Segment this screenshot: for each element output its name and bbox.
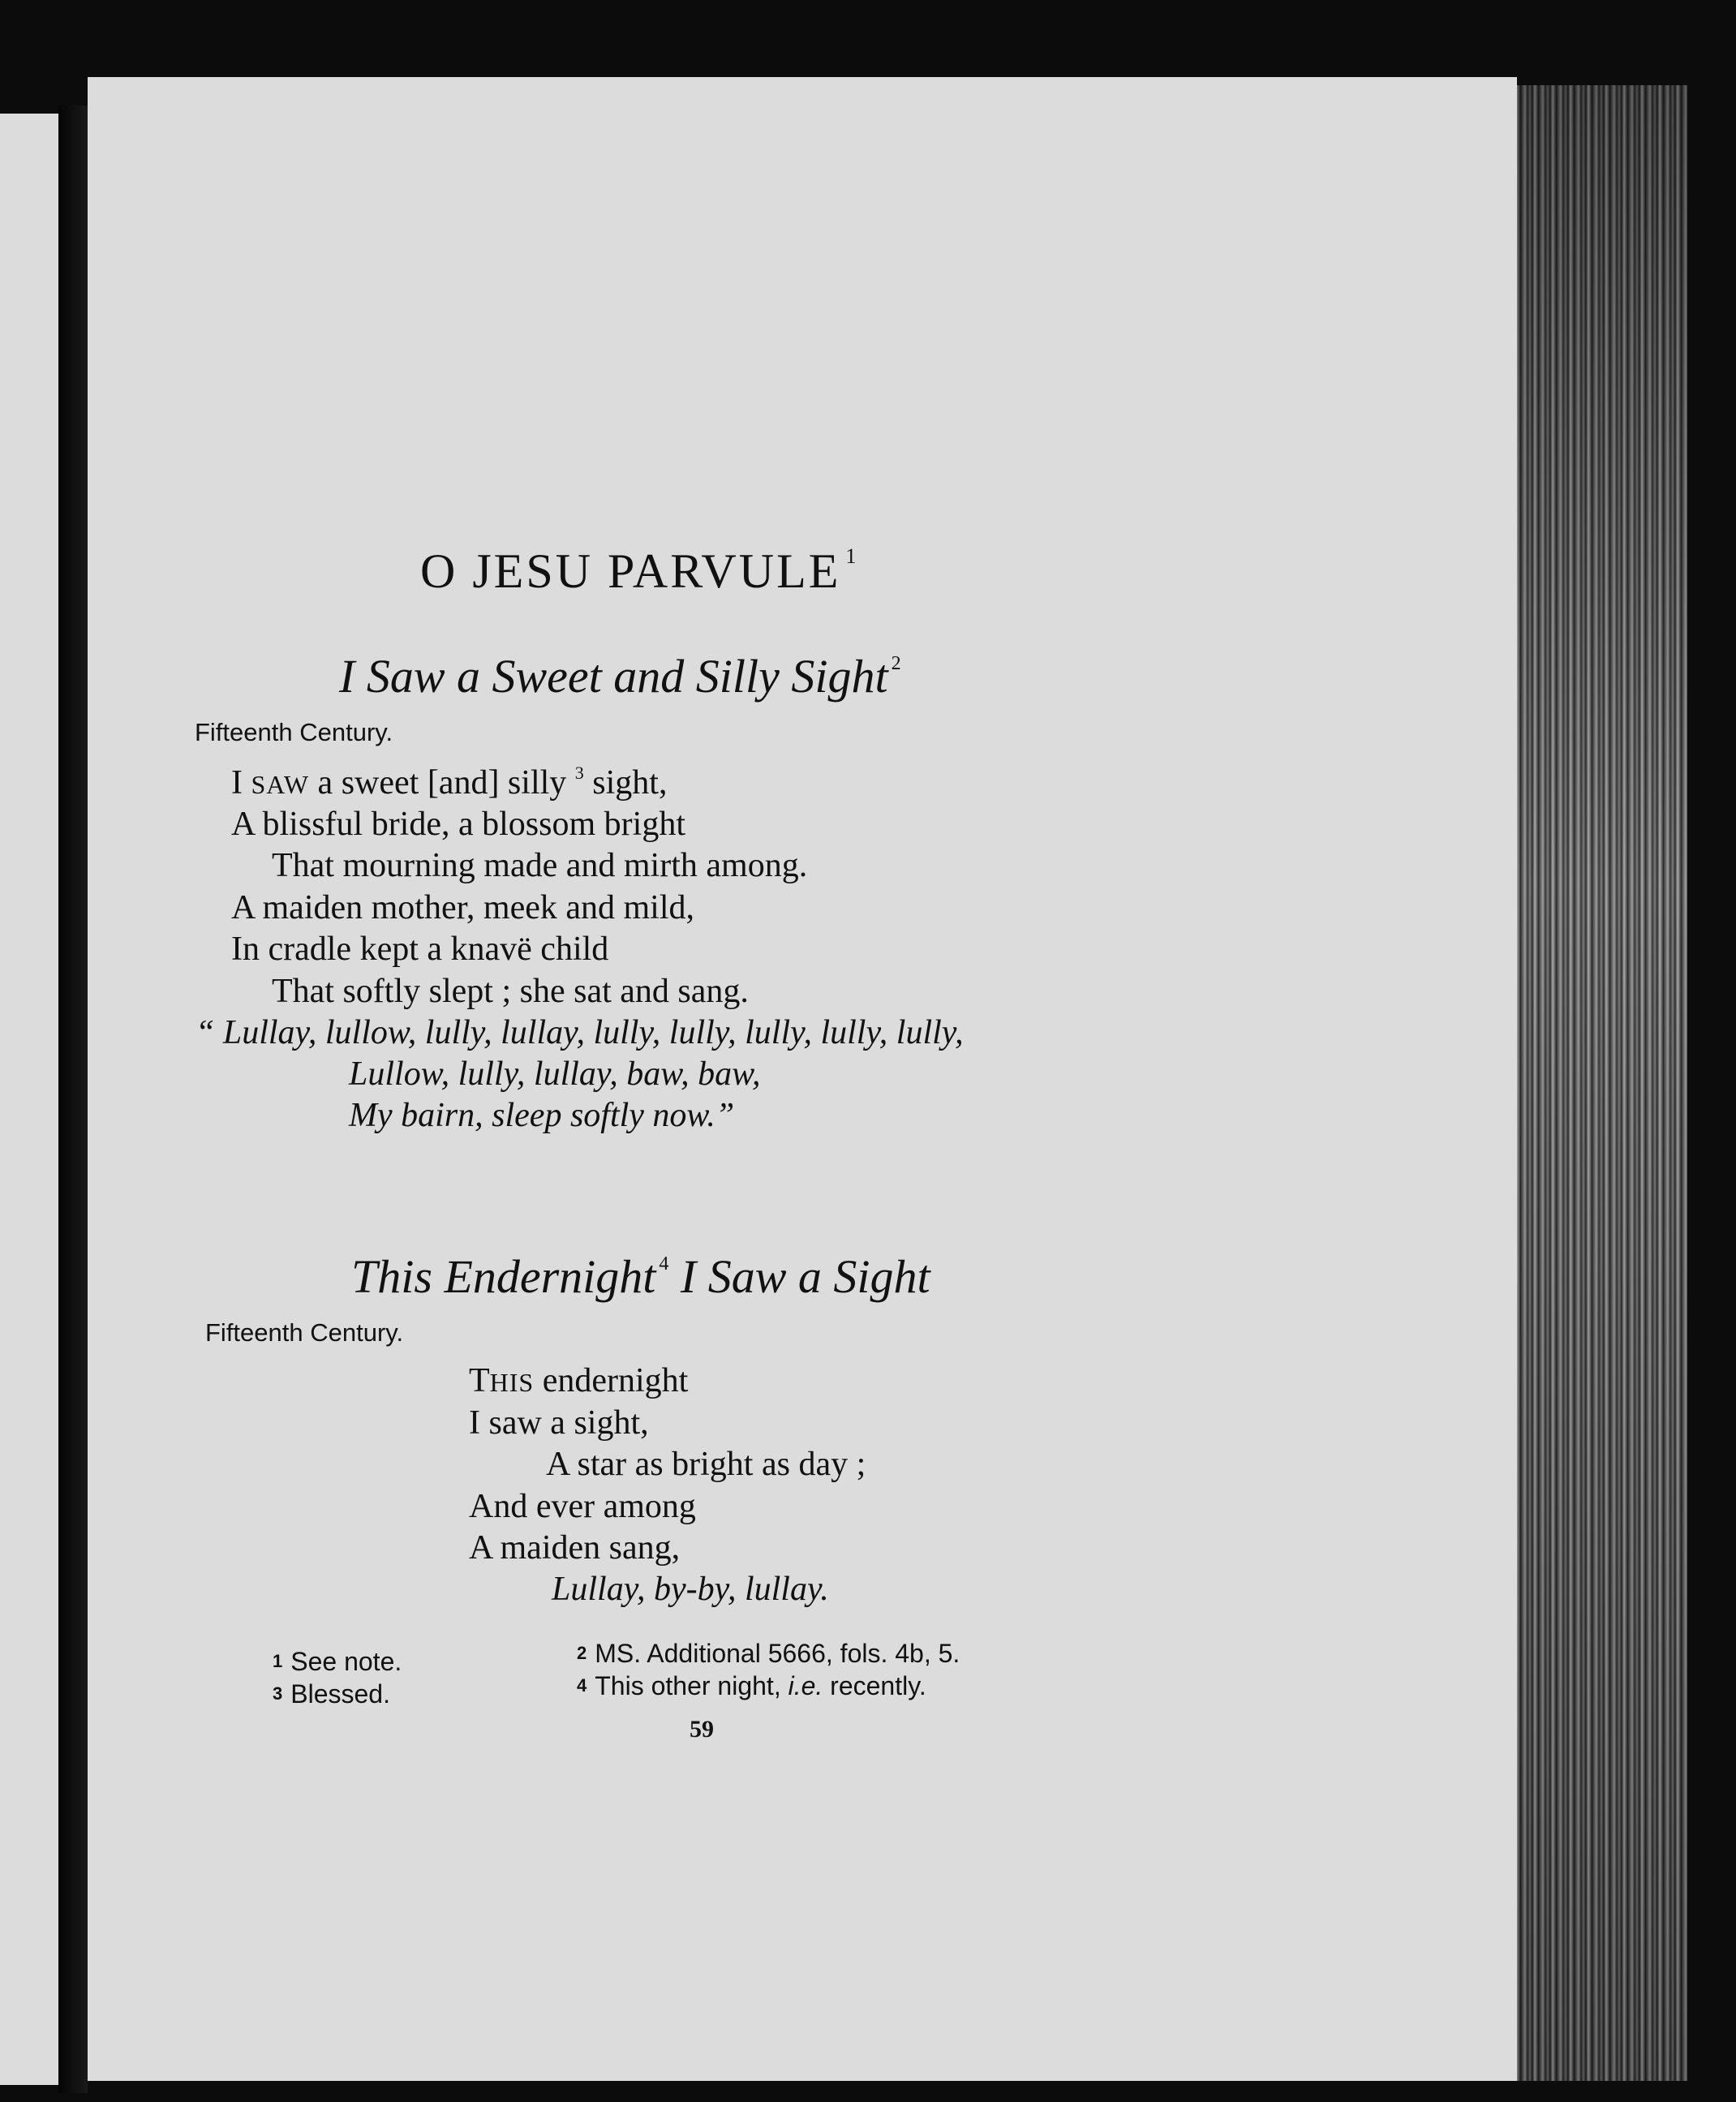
verse-line: And ever among: [469, 1488, 696, 1525]
verse-text: sight,: [583, 764, 668, 802]
section-heading-text: I Saw a Sight: [668, 1250, 930, 1303]
refrain-line: Lullow, lully, lullay, baw, baw,: [349, 1055, 761, 1093]
verse-line: That mourning made and mirth among.: [272, 847, 808, 884]
section-heading-text: This Endernight: [351, 1250, 656, 1303]
verse-line: [231, 763, 667, 802]
footnote: [273, 1647, 402, 1677]
verse-line: A star as bright as day ;: [546, 1446, 866, 1483]
verse-line: I saw a sight,: [469, 1404, 649, 1442]
footnote: [577, 1639, 960, 1669]
footnote-marker: 3: [574, 763, 584, 783]
footnote: [273, 1679, 390, 1709]
footnote-marker: 4: [659, 1253, 669, 1275]
book-page: [88, 77, 1517, 2081]
footnote: [577, 1671, 926, 1701]
verse-line: That softly slept ; she sat and sang.: [272, 973, 749, 1010]
refrain-line: My bairn, sleep softly now.”: [349, 1097, 735, 1134]
footnote-number: 4: [577, 1675, 587, 1696]
page-title: [420, 544, 858, 600]
verse-smallcaps: HIS: [489, 1368, 535, 1397]
verse-line: A maiden sang,: [469, 1529, 681, 1567]
footnote-number: 1: [273, 1651, 283, 1671]
footnote-text: recently.: [823, 1671, 926, 1700]
footnote-marker: 2: [891, 653, 901, 674]
footnote-text: MS. Additional 5666, fols. 4b, 5.: [595, 1639, 960, 1668]
verse-line: A blissful bride, a blossom bright: [231, 806, 685, 843]
century-label: Fifteenth Century.: [195, 718, 393, 746]
verse-initial: T: [469, 1362, 490, 1399]
footnote-text: This other night,: [595, 1671, 789, 1700]
verse-text: endernight: [534, 1362, 689, 1399]
section-heading-2: [351, 1249, 930, 1304]
verse-line: A maiden mother, meek and mild,: [231, 889, 695, 926]
page-title-text: O JESU PARVULE: [420, 544, 841, 598]
verse-line: [469, 1361, 688, 1400]
section-heading-text: I Saw a Sweet and Silly Sight: [339, 650, 888, 703]
footnote-marker: 1: [845, 544, 859, 568]
page-number: 59: [690, 1716, 714, 1743]
refrain-line: Lullay, by-by, lullay.: [552, 1571, 829, 1608]
footnote-text: See note.: [290, 1647, 402, 1676]
section-heading-1: [339, 649, 901, 703]
footnote-text: Blessed.: [290, 1679, 390, 1709]
book-gutter: [58, 105, 88, 2093]
century-label: Fifteenth Century.: [205, 1318, 404, 1347]
verse-line: In cradle kept a knavë child: [231, 931, 609, 968]
verse-initial: I: [231, 764, 251, 802]
verse-text: a sweet [and] silly: [309, 764, 575, 802]
verse-smallcaps: SAW: [251, 770, 310, 799]
left-page-edge: [0, 114, 58, 2085]
refrain-line: “ Lullay, lullow, lully, lullay, lully, lully, lully, lully, lully,: [196, 1014, 964, 1051]
footnote-number: 2: [577, 1643, 587, 1663]
footnote-text-italic: i.e.: [788, 1671, 823, 1700]
footnote-number: 3: [273, 1683, 283, 1704]
